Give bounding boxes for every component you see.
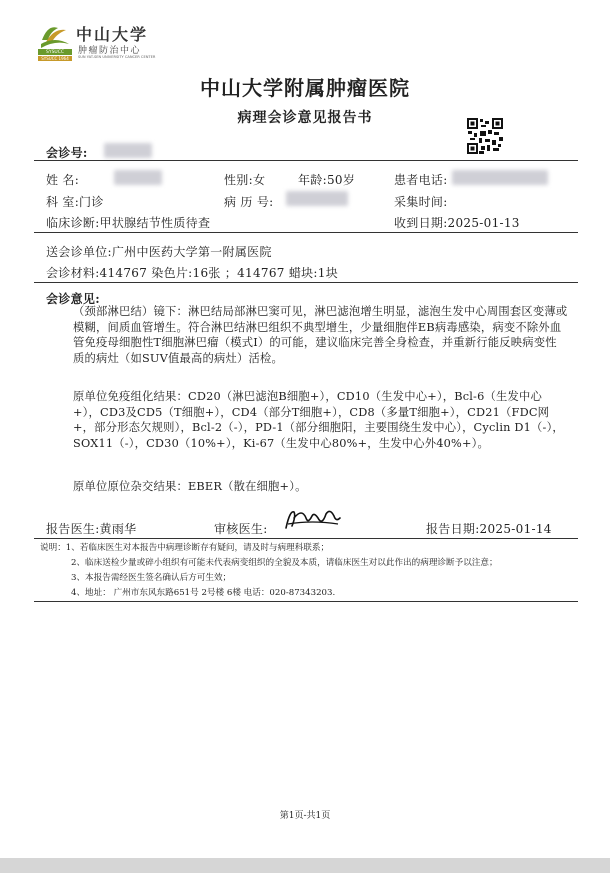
note-item: 4、地址： 广州市东风东路651号 2号楼 6楼 电话：020-87343203. bbox=[71, 588, 336, 598]
patient-phone-redacted bbox=[452, 170, 548, 185]
logo-badge-top: SYSUCC bbox=[45, 50, 65, 55]
divider bbox=[34, 160, 578, 161]
hospital-logo bbox=[38, 22, 156, 64]
patient-age: 年龄:50岁 bbox=[298, 173, 356, 187]
qr-code-icon bbox=[467, 118, 503, 154]
scan-bottom-edge bbox=[0, 858, 610, 873]
patient-phone-label: 患者电话: bbox=[394, 173, 448, 187]
logo-name: 中山大学 bbox=[76, 25, 149, 44]
logo-subtitle: 肿瘤防治中心 bbox=[78, 46, 142, 56]
logo-english: SUN YAT-SEN UNIVERSITY CANCER CENTER bbox=[78, 55, 156, 59]
patient-name-redacted bbox=[114, 170, 162, 185]
ihc-results-paragraph: 原单位免疫组化结果：CD20（淋巴滤泡B细胞+），CD10（生发中心+），Bcl-6（生发中心+），CD3及CD5（T细胞+），CD4（部分T细胞+），CD8（多量T细胞+），CD21（FDC网+，部分形态欠规则），Bcl-2（-），PD-1（部分细胞阳，主要围绕生发中心），Cyclin D1（-），SOX11（-），CD30（10%+），Ki-67（生发中心80%+，生发中心外40%+）。 bbox=[73, 390, 564, 450]
consult-materials: 会诊材料:414767 染色片:16张 ；414767 蜡块:1块 bbox=[46, 266, 338, 280]
note-item: 2、临床送检少量或碎小组织有可能未代表病变组织的全貌及本质，请临床医生对以此作出的病理诊断予以注意； bbox=[71, 558, 498, 568]
note-item: 3、本报告需经医生签名确认后方可生效； bbox=[71, 573, 232, 583]
divider bbox=[34, 538, 578, 539]
signature-icon bbox=[282, 504, 344, 534]
patient-name-label: 姓 名: bbox=[46, 173, 80, 187]
reviewing-doctor-label: 审核医生: bbox=[214, 522, 268, 536]
consult-no-label: 会诊号: bbox=[46, 146, 88, 160]
logo-badge-bottom: SYSUCC 1964 bbox=[41, 56, 69, 61]
notes-list bbox=[40, 541, 600, 601]
clinical-diagnosis: 临床诊断:甲状腺结节性质待查 bbox=[46, 216, 211, 230]
patient-gender: 性别:女 bbox=[224, 173, 266, 187]
medical-record-redacted bbox=[286, 191, 348, 206]
divider bbox=[34, 601, 578, 602]
department: 科 室:门诊 bbox=[46, 195, 104, 209]
received-date: 收到日期:2025-01-13 bbox=[394, 216, 520, 230]
sending-unit: 送会诊单位:广州中医药大学第一附属医院 bbox=[46, 245, 272, 259]
consult-no-redacted bbox=[104, 143, 152, 158]
divider bbox=[34, 232, 578, 233]
page-subtitle: 病理会诊意见报告书 bbox=[237, 110, 373, 126]
page-title: 中山大学附属肿瘤医院 bbox=[200, 76, 410, 100]
ish-results-paragraph: 原单位原位杂交结果：EBER（散在细胞+）。 bbox=[73, 480, 307, 493]
medical-record-label: 病 历 号: bbox=[224, 195, 274, 209]
divider bbox=[34, 282, 578, 283]
note-item: 说明：1、若临床医生对本报告中病理诊断存有疑问，请及时与病理科联系； bbox=[40, 543, 330, 553]
reporting-doctor: 报告医生:黄雨华 bbox=[46, 522, 137, 536]
opinion-paragraph: （颈部淋巴结）镜下：淋巴结局部淋巴窦可见，淋巴滤泡增生明显，滤泡生发中心周围套区变薄或模糊，间质血管增生。符合淋巴结淋巴组织不典型增生，少量细胞伴EB病毒感染，病变不除外血管免疫母细胞性T细胞淋巴瘤（模式I）的可能，建议临床完善全身检查，并重新行能反映病变性质的病灶（如SUV值最高的病灶）活检。 bbox=[73, 305, 568, 365]
report-date: 报告日期:2025-01-14 bbox=[426, 522, 552, 536]
page-number: 第1页-共1页 bbox=[279, 811, 331, 821]
opinion-label: 会诊意见: bbox=[46, 292, 100, 306]
collection-time-label: 采集时间: bbox=[394, 195, 448, 209]
